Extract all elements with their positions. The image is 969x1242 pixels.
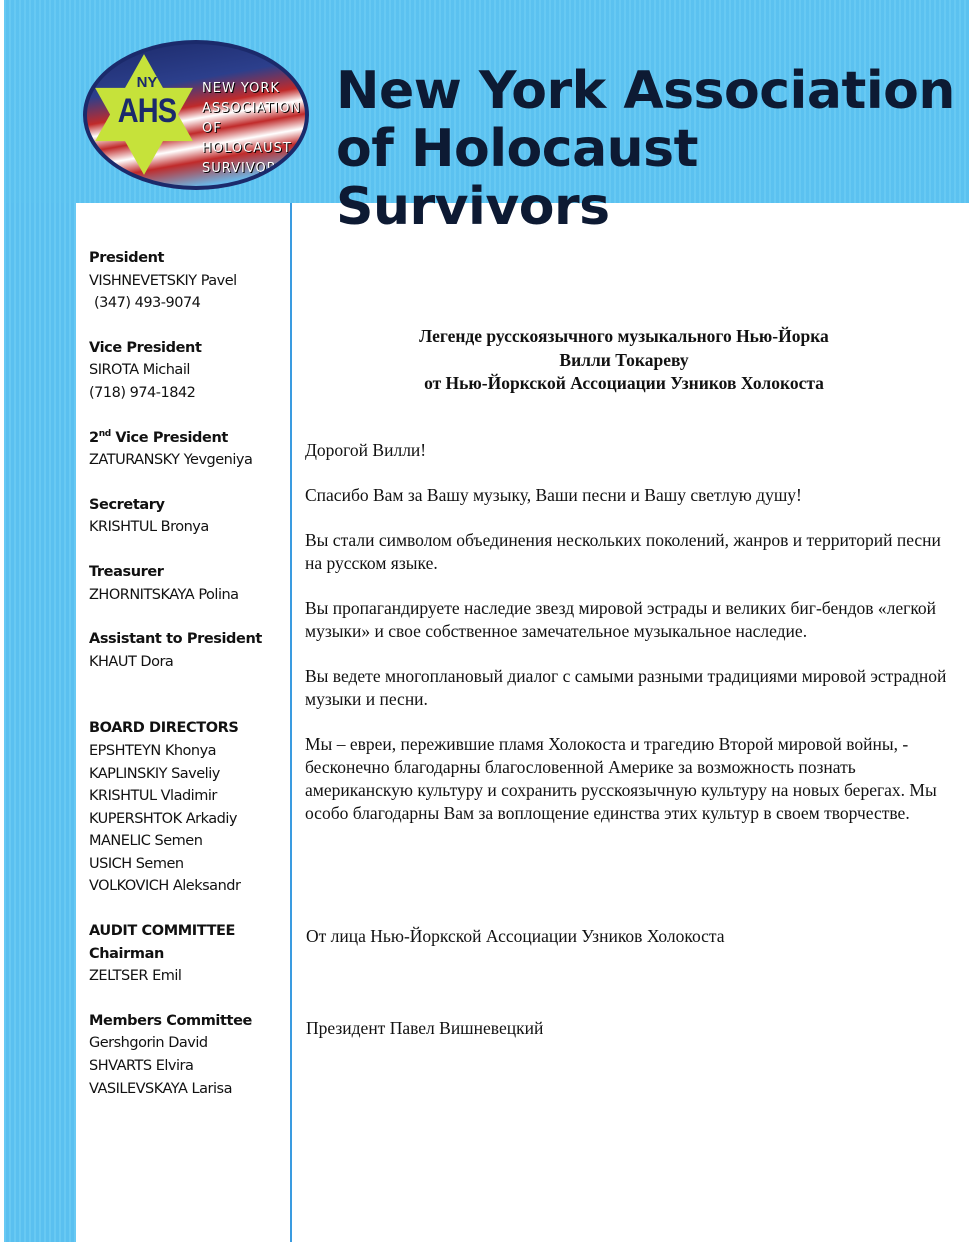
board-member: KUPERSHTOK Arkadiy (89, 810, 237, 827)
left-color-strip (4, 203, 76, 1242)
organization-logo (83, 40, 309, 190)
logo-caption-line: ASSOCIATION (202, 101, 302, 116)
board-member: USICH Semen (89, 855, 184, 872)
role-heading: Treasurer (89, 563, 164, 580)
role-heading: Assistant to President (89, 631, 262, 648)
officer-name: KRISHTUL Bronya (89, 519, 209, 536)
section-heading: Members Committee (89, 1012, 252, 1029)
officer-second-vice-president (89, 427, 289, 472)
audit-committee (89, 920, 289, 988)
section-heading: AUDIT COMMITTEE (89, 923, 236, 940)
board-member: KAPLINSKIY Saveliy (89, 765, 220, 782)
organization-title (336, 62, 966, 236)
officer-treasurer (89, 561, 289, 606)
officer-name: ZATURANSKY Yevgeniya (89, 452, 253, 469)
board-member: EPSHTEYN Khonya (89, 742, 217, 759)
committee-member: SHVARTS Elvira (89, 1058, 194, 1075)
role-heading (89, 427, 289, 450)
officers-sidebar (89, 247, 289, 1122)
officer-name: SIROTA Michail (89, 362, 190, 379)
letter-paragraph: Мы – евреи, пережившие пламя Холокоста и трагедию Второй мировой войны, - бесконечно благодарны благословенной Америке за возможность познать американскую культуру и сохранить русскоязычную культуру на новых берегах. Мы особо благодарны Вам за воплощение единства этих культур в своем творчестве. (305, 734, 937, 823)
letter-body (305, 439, 955, 847)
letter-heading (300, 325, 948, 396)
role-heading: Vice President (89, 339, 202, 356)
logo-caption (202, 79, 305, 179)
column-divider (290, 203, 292, 1242)
organization-title-line: of Holocaust Survivors (336, 119, 698, 237)
logo-ahs-text: AHS (117, 92, 177, 130)
officer-phone: (347) 493-9074 (94, 295, 201, 312)
letter-paragraph: Вы пропагандируете наследие звезд мировой эстрады и великих биг-бендов «легкой музыки» и свое собственное замечательное музыкальное наследие. (305, 598, 937, 641)
letter-paragraph: Спасибо Вам за Вашу музыку, Ваши песни и Вашу светлую душу! (305, 485, 802, 505)
letter-heading-line: Легенде русскоязычного музыкального Нью-Йорка (419, 326, 829, 346)
letter-heading-line: Вилли Токареву (559, 349, 689, 370)
role-heading-text: Vice President (110, 429, 228, 446)
letter-signature: Президент Павел Вишневецкий (306, 1018, 544, 1038)
officer-name: ZELTSER Emil (89, 968, 182, 985)
role-heading: President (89, 250, 165, 266)
letter-greeting: Дорогой Вилли! (305, 440, 427, 460)
committee-member: VASILEVSKAYA Larisa (89, 1080, 232, 1097)
logo-caption-line: NEW YORK (202, 81, 280, 96)
officer-assistant (89, 628, 289, 673)
logo-caption-line: SURVIVORS (202, 161, 286, 176)
officer-name: ZHORNITSKAYA Polina (89, 586, 239, 603)
letter-paragraph: Вы ведете многоплановый диалог с самыми разными традициями мировой эстрадной музыки и песни. (305, 666, 947, 709)
logo-ny-text: NY (136, 74, 158, 91)
ordinal-number: 2 (89, 429, 99, 446)
organization-title-line: New York Association (336, 61, 955, 121)
letter-paragraph: Вы стали символом объединения нескольких поколений, жанров и территорий песни на русском языке. (305, 530, 941, 573)
letter-closing: От лица Нью-Йоркской Ассоциации Узников Холокоста (306, 926, 725, 946)
officer-name: KHAUT Dora (89, 653, 174, 670)
role-heading: Secretary (89, 496, 165, 513)
board-member: MANELIC Semen (89, 833, 203, 850)
officer-phone: (718) 974-1842 (89, 384, 196, 401)
logo-caption-line: OF HOLOCAUST (202, 121, 292, 156)
letter-heading-line: от Нью-Йоркской Ассоциации Узников Холокоста (424, 373, 824, 393)
board-member: VOLKOVICH Aleksandr (89, 878, 241, 895)
ordinal-suffix: nd (98, 428, 111, 439)
officer-name: VISHNEVETSKIY Pavel (89, 272, 237, 289)
members-committee (89, 1010, 289, 1100)
section-heading: BOARD DIRECTORS (89, 720, 239, 737)
committee-member: Gershgorin David (89, 1035, 208, 1052)
role-heading: Chairman (89, 945, 164, 962)
officer-secretary (89, 494, 289, 539)
officer-president (89, 247, 289, 315)
officer-vice-president (89, 337, 289, 405)
board-member: KRISHTUL Vladimir (89, 788, 217, 805)
board-directors (89, 717, 289, 898)
